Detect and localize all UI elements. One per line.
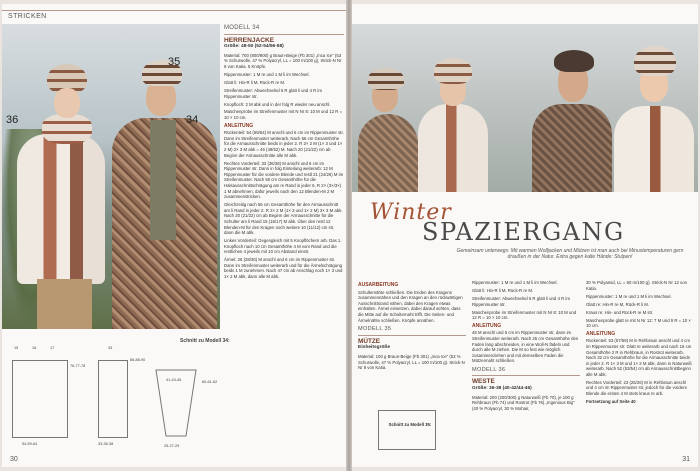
size-info: Größe: 36-38 (40-42/44-46) (472, 386, 532, 392)
dimension-label: 76-77-78 (70, 364, 86, 368)
instruction-paragraph: Rückenteil: 53 (57/59) M in Rehbraun anschl und 4 cm im Rippenmuster str. Glatt re weiterarb und nach 16 cm Gesamthöhe 2 R in Rehbraun, in Rostrot weiterarb. Nach 32 cm Gesamthöhe für die Armausschnitte beids in jeder 2. R 1× 3 M und 1× 2 M abk, dann in Naturweiß weiterarb. Nach 52 (53/54) cm ab Armausschnittbeginn alle M abk. (586, 338, 692, 377)
headline-script: Winter (370, 200, 452, 225)
section-label: STRICKEN (8, 13, 47, 20)
text-column-b (472, 280, 580, 414)
gauge-text: Maschenprobe im Streifenmuster mit N Nr 8: 10 M und 12 R = 10 × 10 cm. (224, 109, 343, 121)
page-number: 30 (10, 456, 18, 463)
modell-heading: MODELL 34 (224, 26, 344, 35)
item-title: WESTE (472, 378, 495, 386)
instructions-heading: ANLEITUNG (472, 322, 502, 329)
instruction-paragraph: 48 M anschl und 6 cm im Rippenmuster str, dann im Streifenmuster weiterarb. Nach 25 cm Gesamthöhe den Faden lang abschneiden, in eine Woll-N fädeln und durch alle M ziehen. Die M so fest wie möglich zusammenziehen und mit demselben Faden die Mützennaht schließen. (472, 330, 579, 364)
size-info: Größe: 48-50 (52-54/56-58) (224, 44, 284, 50)
dimension-label: 54-59-64 (22, 442, 38, 446)
material-text-cont: 30 % Polyamid, LL = 60 m/100 g). Strick-N Nr 12 von Katia. (586, 280, 687, 291)
continued-note: Fortsetzung auf Seite 40 (586, 399, 636, 405)
stitch-text: Glatt re: Hin-R re M, Rück-R li M. (586, 301, 650, 307)
text-column-c (586, 280, 694, 407)
buttonhole-text: Knopfloch: 2 M abk und in der folg R wieder neu anschl. (224, 101, 331, 107)
stitch-text: Glatt li: Hin-R li M, Rück-R re M. (472, 287, 534, 293)
fashion-photo-couple (2, 24, 220, 329)
headline-title: SPAZIERGANG (422, 218, 625, 246)
stripe-pattern-text: Streifenmuster: Abwechselnd 6 R glatt li und 4 R im Rippenmuster str. (224, 87, 322, 99)
material-text: Material: 700 (800/900) g Braun-Beige (Fb 301) „Inca Ice" (53 % Schurwolle, 47 % Polyacryl, LL = 100 m/100 g), Strick-N Nr 8 von Katia. 5 Knöpfe. (224, 52, 342, 69)
schematic-caption: Schnitt zu Modell 35: (388, 422, 432, 427)
instruction-paragraph: Ärmel: 26 (28/30) M anschl und 6 cm im Rippenmuster str. Dann im Streifenmuster weiterarb und für die Ärmelschrägung beids 1 M zunehmen. Nach 47 cm ab Anschlag noch 1× 3 und 1× 2 M abk, dann alle M abk. (224, 257, 343, 280)
dimension-label: 33 (108, 346, 113, 350)
dimension-label: 60-61-62 (202, 380, 218, 384)
dimension-label: 17 (50, 346, 55, 350)
instruction-paragraph: Rückenteil: 54 (59/64) M anschl und 6 cm im Rippenmuster str. Dann im Streifenmuster weiterarb. Nach 56 cm Gesamthöhe für die Armausschnitte beids in jeder 2. R 2× 2 M (1× 3 und 1× 2 M) 2× 3 M abk = 46 (49/52) M. Nach 20 (21/22) cm ab Beginn der Armausschnitte alle M abk. (224, 130, 344, 158)
size-info: Einheitsgröße (358, 345, 390, 351)
model-woman-left (418, 54, 488, 192)
headline-deck: Gemeinsam unterwegs: Mit warmen Wolljacken und Mützen ist man auch bei Minustemperaturen gern draußen in der Natur. Extra gegen kalte Hände: Stulpen! (456, 248, 684, 261)
finishing-text: Schulternähte schließen. Die Enden des Kragens zusammennähen und den Kragen an den rückwärtigen Ausschnittsrand nähen, dabei den Kragen etwas einhalten. Ärmel einsetzen, dabei darauf achten, dass die Mitte auf die Schulternaht trifft. Die Seiten- und Ärmelnähte schließen. Knöpfe annähen. (358, 289, 463, 323)
modell-heading: MODELL 35 (358, 327, 466, 336)
instruction-paragraph: Rechtes Vorderteil: 23 (25/26) M in Rehbraun anschl und 4 cm im Rippenmuster str, jedoch für die vordere Blende die ersten 4 M stets kraus re arb. (586, 379, 688, 397)
dimension-label: 33-36-38 (98, 442, 114, 446)
instructions-heading: ANLEITUNG (224, 122, 254, 129)
gauge-text: Maschenprobe glatt re mit N Nr 12: 7 M und 9 R = 10 × 10 cm. (586, 317, 691, 329)
model-woman (12, 64, 107, 329)
instruction-paragraph: Linkes Vorderteil: Gegengleich mit 5 Knopflöchern arb. Das 1. Knopfloch nach 10 cm Gesamthöhe 4 M vom Rand und die restlichen 4 jeweils mit 10 cm Abstand einstr. (224, 238, 342, 255)
model-man (112, 54, 217, 329)
stitch-text: Glatt li: Hin-R li M, Rück-R re M. (224, 79, 286, 85)
page-number: 31 (682, 456, 690, 463)
schematic-caption: Schnitt zu Modell 34: (180, 338, 230, 344)
item-title: MÜTZE (358, 337, 381, 345)
garter-stitch-text: Kraus re: Hin- und Rück-R re M str. (586, 309, 654, 315)
size-label: 35 (168, 56, 181, 68)
gauge-text: Maschenprobe im Streifenmuster mit N Nr 8: 10 M und 12 R = 10 × 10 cm. (472, 309, 577, 321)
material-text: Material: 200 (200/300) g Naturweiß (Fb 70), je 100 g Rehbraun (Fb 74) und Rostrot (Fb 76) „Ingenious Big" (40 % Polyacryl, 30 % Mohair, (472, 394, 575, 411)
left-page (2, 4, 346, 467)
dimension-label: 16 (32, 346, 37, 350)
instruction-paragraph: Gleichzeitig nach 56 cm Gesamthöhe für den Armausschnitt am li Rand in jeder 2. R 2× 2 M (1× 3 und 1× 2 M) 3× 3 M abk. Nach 20 (21/22) cm ab Beginn der Armausschnitte für die Schulter am li Rand 15 (16/17) M abk. Über den restl 12 Blenden-M für den Kragen noch weitere 10 (11/12) cm str, dann die M abk. (224, 202, 343, 236)
material-text: Material: 100 g Braun-Beige (Fb 301) „Inca Ice" (53 % Schurwolle, 47 % Polyacryl, LL = 100 m/100 g). Strick-N Nr 8 von Katia. (358, 353, 465, 371)
fashion-photo-group (352, 24, 698, 192)
item-title: HERRENJACKE (224, 36, 275, 44)
model-man-left (358, 64, 418, 192)
size-label: 36 (6, 114, 19, 126)
model-woman-right (614, 42, 694, 192)
dimension-label: 86-88-90 (130, 358, 146, 362)
text-column-a (358, 280, 466, 373)
section-header (2, 10, 346, 20)
modell-heading: MODELL 36 (472, 368, 580, 377)
right-page (352, 4, 698, 467)
rib-pattern-text: Rippenmuster: 1 M re und 1 M li im Wechsel. (224, 71, 310, 77)
instructions-heading: ANLEITUNG (586, 330, 616, 337)
size-label: 34 (186, 114, 199, 126)
dimension-label: 41-43-45 (166, 378, 182, 382)
rib-pattern-text: Rippenmuster: 1 M re und 1 M li im Wechsel. (472, 280, 558, 285)
pattern-instructions-34 (224, 26, 344, 282)
model-man-right (532, 44, 612, 192)
dimension-label: 15 (14, 346, 19, 350)
instruction-paragraph: Rechtes Vorderteil: 33 (36/38) M anschl und 6 cm im Rippenmuster str. Dann in folg Einteilung weiterarb: 12 M Rippenmuster für die vordere Blende und restl 21 (24/26) M im Streifenmuster. Nach 50 cm Gesamthöhe für die Halsausschnittschrägung am re Rand in jeder 6. R 2× (3×/3×) 1 M abnehmen, dafür jeweils nach den 12 Blenden-M 2 M zusammenstricken. (224, 160, 344, 200)
finishing-heading: AUSARBEITUNG (358, 282, 399, 288)
dimension-label: 25-27-29 (164, 444, 180, 448)
stripe-pattern-text: Streifenmuster: Abwechselnd 6 R glatt li und 4 R im Rippenmuster str. (472, 295, 570, 307)
feature-headline (352, 194, 698, 274)
rib-pattern-text: Rippenmuster: 1 M re und 1 M li im Wechsel. (586, 293, 672, 299)
